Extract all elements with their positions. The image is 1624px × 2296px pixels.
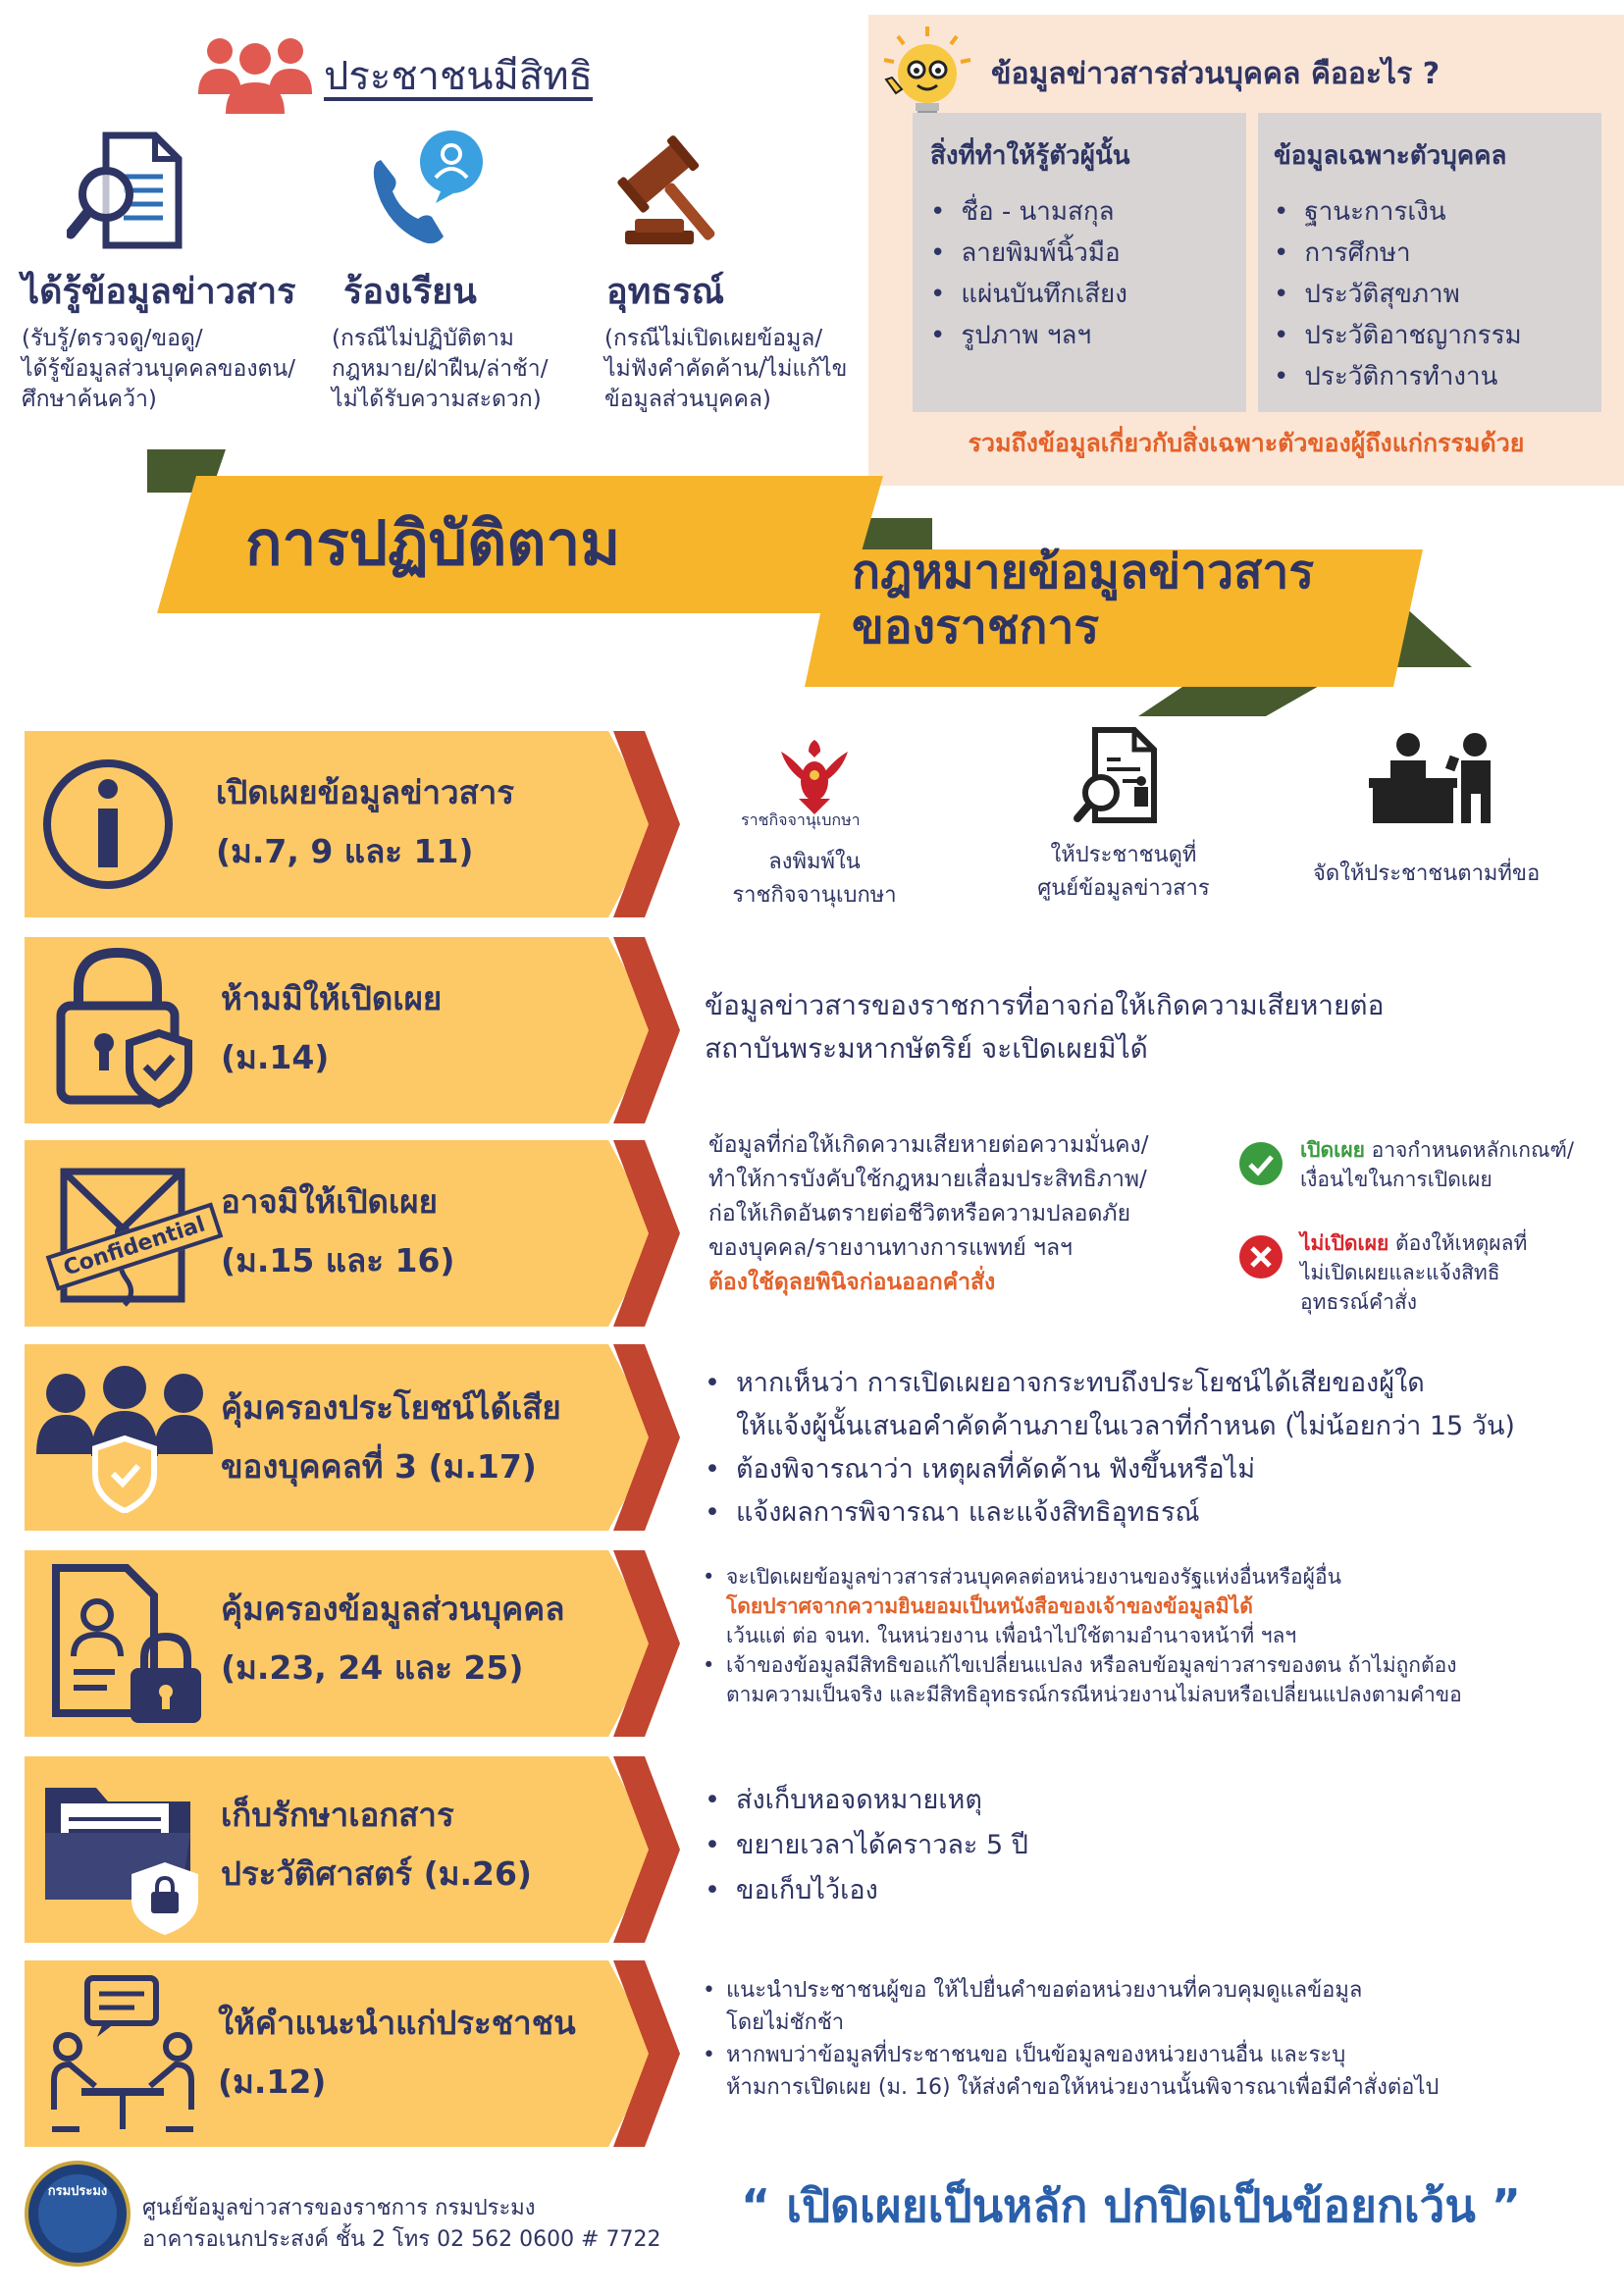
gazette-emblem-label: ราชกิจจานุเบกษา: [741, 810, 861, 829]
info-box-note: รวมถึงข้อมูลเกี่ยวกับสิ่งเฉพาะตัวของผู้ถึงแก่กรรมด้วย: [968, 429, 1525, 457]
right-desc-complain: (กรณีไม่ปฏิบัติตาม กฎหมาย/ฝ่าฝืน/ล่าช้า/ ไม่ได้รับความสะดวก): [332, 326, 549, 412]
personal-data-column-title: ข้อมูลเฉพาะตัวบุคคล: [1274, 141, 1507, 171]
on-request-text: จัดให้ประชาชนตามที่ขอ: [1313, 861, 1541, 886]
list-item: • จะเปิดเผยข้อมูลข่าวสารส่วนบุคคลต่อหน่วยงานของรัฐแห่งอื่นหรือผู้อื่น โดยปราศจากความยินยอมเป็นหนังสือของเจ้าของข้อมูลมิได้ เว้นแต่ ต่อ จนท. ในหน่วยงาน เพื่อนำไปใช้ตามอำนาจหน้าที่ ฯลฯ: [699, 1562, 1462, 1650]
banner-title: การปฏิบัติตาม: [245, 507, 621, 579]
section-disclose-title: เปิดเผยข้อมูลข่าวสาร (ม.7, 9 และ 11): [216, 773, 514, 870]
info-center-text: ให้ประชาชนดูที่ ศูนย์ข้อมูลข่าวสาร: [1037, 843, 1210, 901]
section-archive-title: เก็บรักษาเอกสาร ประวัติศาสตร์ (ม.26): [221, 1796, 532, 1893]
service-counter-icon: [1369, 731, 1506, 824]
list-item: • แจ้งผลการพิจารณา และแจ้งสิทธิอุทธรณ์: [699, 1491, 1515, 1535]
list-item: • ประวัติการทำงาน: [1274, 356, 1522, 397]
x-circle-icon: [1238, 1234, 1283, 1279]
list-item: • ขยายเวลาได้คราวละ 5 ปี: [699, 1823, 1028, 1868]
list-item: • ต้องพิจารณาว่า เหตุผลที่คัดค้าน ฟังขึ้นหรือไม่: [699, 1448, 1515, 1491]
identifier-column-title: สิ่งที่ทำให้รู้ตัวผู้นั้น: [930, 141, 1130, 171]
phone-icon: [363, 123, 491, 250]
document-lens-icon: [1072, 726, 1170, 824]
list-item: • ประวัติอาชญากรรม: [1274, 315, 1522, 356]
section-third-party-list: [699, 1362, 1515, 1535]
list-item: • หากเห็นว่า การเปิดเผยอาจกระทบถึงประโยชน์ได้เสียของผู้ใด ให้แจ้งผู้นั้นเสนอคำคัดค้านภายในเวลาที่กำหนด (ไม่น้อยกว่า 15 วัน): [699, 1362, 1515, 1448]
chevron-icon: [613, 1344, 682, 1531]
list-item: • ประวัติสุขภาพ: [1274, 274, 1522, 315]
chevron-icon: [613, 731, 682, 917]
folder-lock-icon: [39, 1774, 211, 1936]
list-item: • ลายพิมพ์นิ้วมือ: [930, 233, 1127, 274]
section-archive-list: [699, 1778, 1028, 1913]
section-prohibit-body: ข้อมูลข่าวสารของราชการที่อาจก่อให้เกิดความเสียหายต่อ สถาบันพระมหากษัตริย์ จะเปิดเผยมิได้: [705, 989, 1385, 1065]
list-item: • เจ้าของข้อมูลมีสิทธิขอแก้ไขเปลี่ยนแปลง หรือลบข้อมูลข่าวสารของตน ถ้าไม่ถูกต้อง ตามความเป็นจริง และมีสิทธิอุทธรณ์กรณีหน่วยงานไม่ลบหรือเปลี่ยนแปลงตามคำขอ: [699, 1650, 1462, 1709]
consultation-icon: [44, 1972, 201, 2137]
section-personal-data-title: คุ้มครองข้อมูลส่วนบุคคล (ม.23, 24 และ 25): [221, 1590, 565, 1687]
banner-subtitle: กฎหมายข้อมูลข่าวสาร ของราชการ: [852, 545, 1315, 654]
disclose-option: เปิดเผย อาจกำหนดหลักเกณฑ์/ เงื่อนไขในการเปิดเผย: [1300, 1138, 1574, 1191]
section-advice-title: ให้คำแนะนำแก่ประชาชน (ม.12): [218, 2004, 576, 2101]
list-item: • หากพบว่าข้อมูลที่ประชาชนขอ เป็นข้อมูลของหน่วยงานอื่น และระบุ ห้ามการเปิดเผย (ม. 16) ให้ส่งคำขอให้หน่วยงานนั้นพิจารณาเพื่อมีคำสั่งต่อไป: [699, 2039, 1439, 2104]
section-advice-list: [699, 1974, 1439, 2104]
check-circle-icon: [1238, 1141, 1283, 1186]
document-search-icon: [67, 128, 194, 255]
people-icon: [196, 29, 314, 116]
right-heading-info: ได้รู้ข้อมูลข่าวสาร: [22, 272, 296, 312]
right-desc-appeal: (กรณีไม่เปิดเผยข้อมูล/ ไม่ฟังคำคัดค้าน/ไม่แก้ไข ข้อมูลส่วนบุคคล): [604, 326, 848, 412]
personal-data-list: [1274, 191, 1522, 397]
rights-title: ประชาชนมีสิทธิ: [324, 54, 594, 99]
withhold-option: ไม่เปิดเผย ต้องให้เหตุผลที่ ไม่เปิดเผยและแจ้งสิทธิ อุทธรณ์คำสั่ง: [1300, 1231, 1528, 1314]
padlock-shield-icon: [49, 947, 206, 1109]
list-item: • ขอเก็บไว้เอง: [699, 1868, 1028, 1913]
chevron-icon: [613, 937, 682, 1123]
title-banner: [0, 432, 1624, 726]
section-third-party-title: คุ้มครองประโยชน์ได้เสีย ของบุคคลที่ 3 (ม.17): [221, 1388, 561, 1486]
chevron-icon: [613, 1550, 682, 1737]
list-item: • แนะนำประชาชนผู้ขอ ให้ไปยื่นคำขอต่อหน่วยงานที่ควบคุมดูแลข้อมูล โดยไม่ชักช้า: [699, 1974, 1439, 2039]
info-box-title: ข้อมูลข่าวสารส่วนบุคคล คืออะไร ?: [991, 57, 1441, 91]
chevron-icon: [613, 1960, 682, 2147]
gazette-text: ลงพิมพ์ใน ราชกิจจานุเบกษา: [732, 850, 897, 908]
section-may-withhold-body: ข้อมูลที่ก่อให้เกิดความเสียหายต่อความมั่นคง/ ทำให้การบังคับใช้กฎหมายเสื่อมประสิทธิภาพ/ ก่อให้เกิดอันตรายต่อชีวิตหรือความปลอดภัย ของบุคคล/รายงานทางการแพทย์ ฯลฯ ต้องใช้ดุลยพินิจก่อนออกคำสั่ง: [708, 1128, 1149, 1300]
discretion-warning: ต้องใช้ดุลยพินิจก่อนออกคำสั่ง: [708, 1270, 996, 1295]
list-item: • การศึกษา: [1274, 233, 1522, 274]
fisheries-logo: กรมประมง: [25, 2161, 131, 2267]
gavel-icon: [603, 123, 741, 255]
info-icon: [39, 756, 177, 893]
list-item: • รูปภาพ ฯลฯ: [930, 315, 1127, 356]
list-item: • ชื่อ - นามสกุล: [930, 191, 1127, 233]
right-heading-complain: ร้องเรียน: [343, 272, 477, 312]
identifier-list: [930, 191, 1127, 356]
list-item: • ส่งเก็บหอจดหมายเหตุ: [699, 1778, 1028, 1823]
section-personal-data-list: [699, 1562, 1462, 1709]
right-desc-info: (รับรู้/ตรวจดู/ขอดู/ ได้รู้ข้อมูลส่วนบุคคลของตน/ ศึกษาค้นคว้า): [22, 326, 295, 412]
confidential-stamp: Confidential: [46, 1202, 224, 1290]
list-item: • ฐานะการเงิน: [1274, 191, 1522, 233]
personal-file-lock-icon: [44, 1562, 201, 1727]
group-shield-icon: [34, 1366, 216, 1513]
footer-address: ศูนย์ข้อมูลข่าวสารของราชการ กรมประมง อาคารอเนกประสงค์ ชั้น 2 โทร 02 562 0600 # 7722: [142, 2196, 661, 2252]
chevron-icon: [613, 1756, 682, 1943]
garuda-emblem-icon: [775, 734, 854, 820]
list-item: • แผ่นบันทึกเสียง: [930, 274, 1127, 315]
closing-quote: “ เปิดเผยเป็นหลัก ปกปิดเป็นข้อยกเว้น ”: [741, 2179, 1522, 2232]
section-prohibit-title: ห้ามมิให้เปิดเผย (ม.14): [221, 979, 443, 1076]
chevron-icon: [613, 1140, 682, 1327]
right-heading-appeal: อุทธรณ์: [606, 272, 725, 312]
section-may-withhold-title: อาจมิให้เปิดเผย (ม.15 และ 16): [221, 1182, 455, 1279]
